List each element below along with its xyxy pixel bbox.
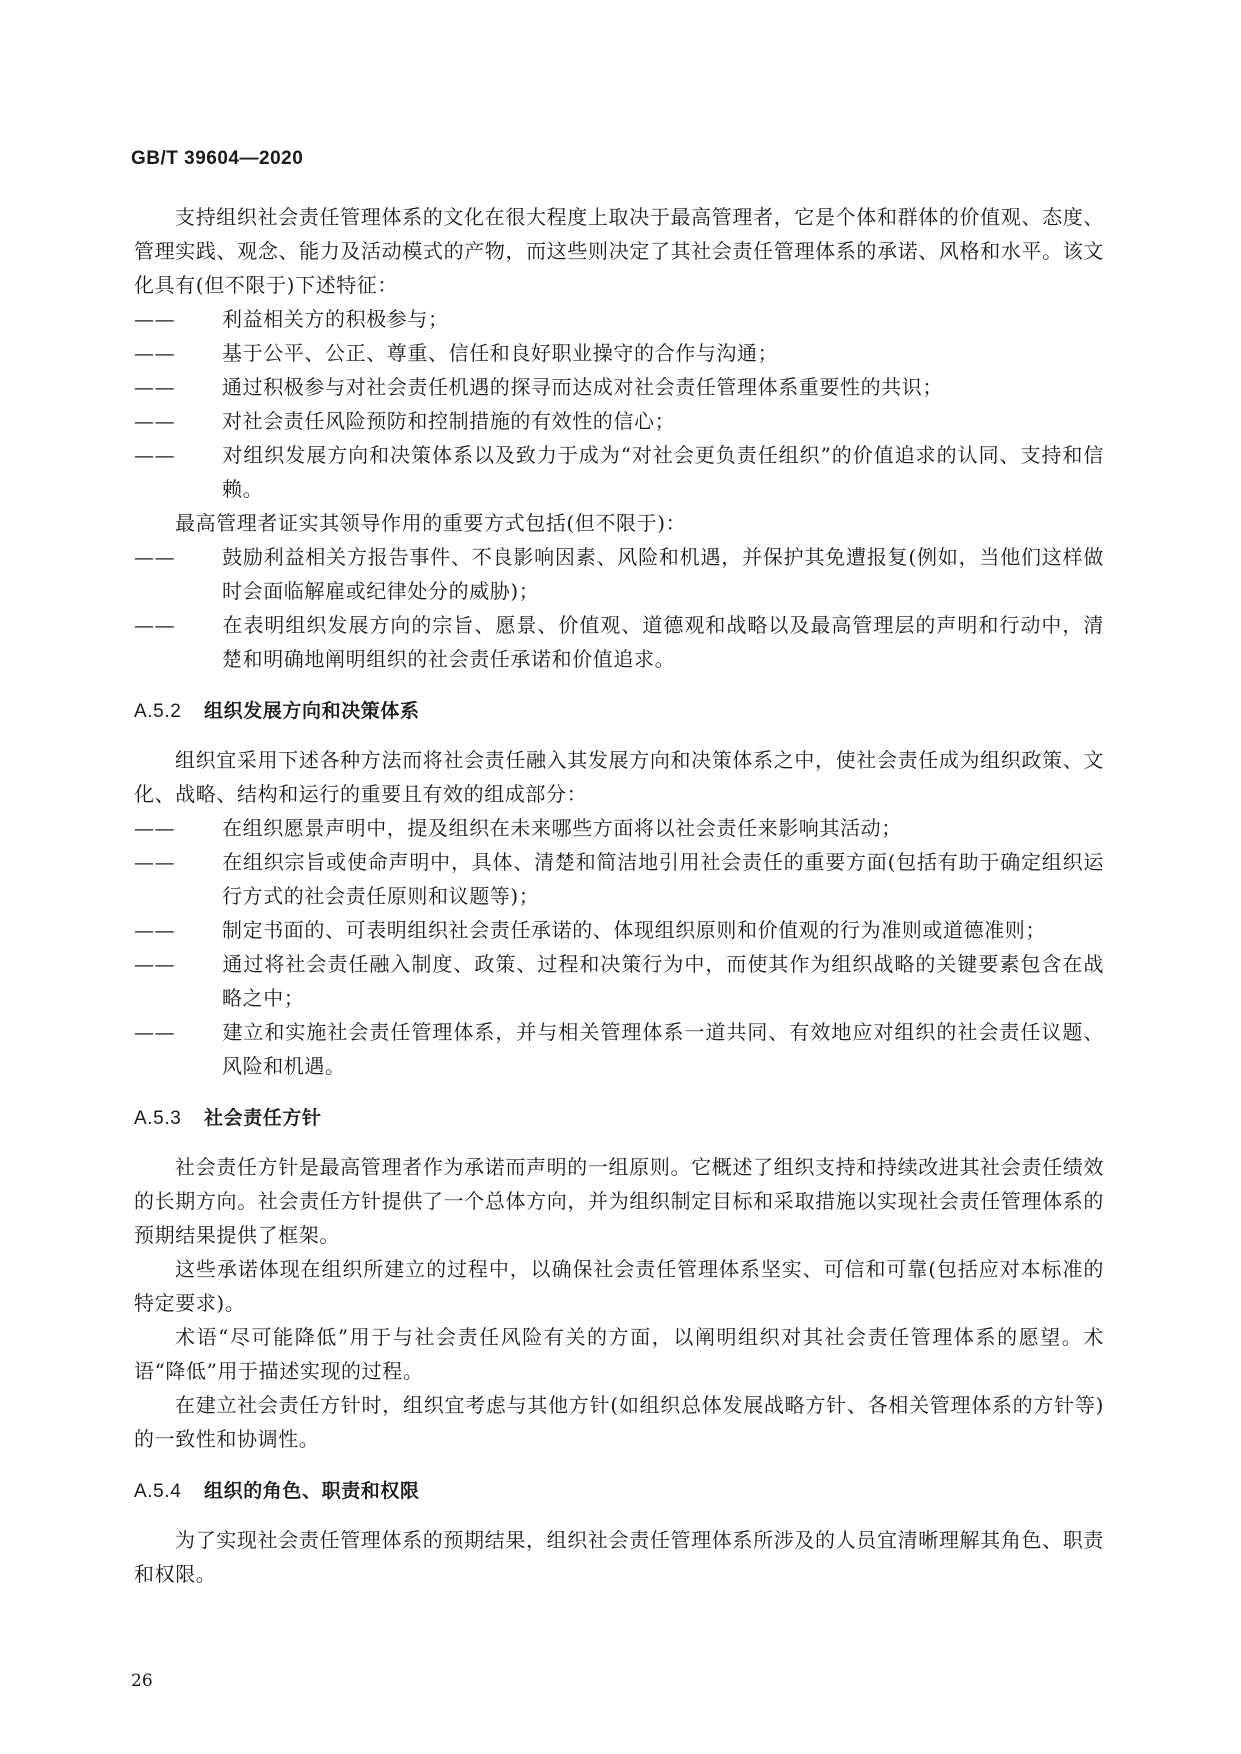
list-item-text: 建立和实施社会责任管理体系，并与相关管理体系一道共同、有效地应对组织的社会责任议题、风险和机遇。 (222, 1020, 1104, 1078)
list-marker: —— (134, 850, 176, 874)
list-item-text: 对组织发展方向和决策体系以及致力于成为“对社会更负责任组织”的价值追求的认同、支持和信赖。 (222, 443, 1104, 501)
page-number: 26 (131, 1671, 153, 1691)
section-paragraph: 术语“尽可能降低”用于与社会责任风险有关的方面，以阐明组织对其社会责任管理体系的愿望。术语“降低”用于描述实现的过程。 (134, 1325, 1104, 1383)
list-item-text: 鼓励利益相关方报告事件、不良影响因素、风险和机遇，并保护其免遭报复(例如，当他们这样做时会面临解雇或纪律处分的威胁)； (222, 545, 1104, 603)
list-item-text: 利益相关方的积极参与； (222, 307, 449, 331)
list-item-text: 对社会责任风险预防和控制措施的有效性的信心； (222, 409, 676, 433)
list-item (134, 370, 1104, 404)
list-marker: —— (134, 409, 176, 433)
list-item (134, 336, 1104, 370)
list-item-text: 通过积极参与对社会责任机遇的探寻而达成对社会责任管理体系重要性的共识； (222, 375, 943, 399)
section-paragraph: 社会责任方针是最高管理者作为承诺而声明的一组原则。它概述了组织支持和持续改进其社会责任绩效的长期方向。社会责任方针提供了一个总体方向，并为组织制定目标和采取措施以实现社会责任管理体系的预期结果提供了框架。 (134, 1155, 1104, 1247)
leadership-paragraph: 最高管理者证实其领导作用的重要方式包括(但不限于)： (175, 511, 687, 535)
section-title: 组织发展方向和决策体系 (204, 700, 420, 722)
list-marker: —— (134, 443, 176, 467)
section-heading-a54 (134, 1474, 1104, 1509)
section-paragraph: 这些承诺体现在组织所建立的过程中，以确保社会责任管理体系坚实、可信和可靠(包括应对本标准的特定要求)。 (134, 1257, 1104, 1315)
list-marker: —— (134, 1020, 176, 1044)
section-paragraph: 为了实现社会责任管理体系的预期结果，组织社会责任管理体系所涉及的人员宜清晰理解其角色、职责和权限。 (134, 1528, 1104, 1586)
list-item-text: 通过将社会责任融入制度、政策、过程和决策行为中，而使其作为组织战略的关键要素包含在战略之中； (222, 952, 1104, 1010)
list-marker: —— (134, 341, 176, 365)
list-item-text: 在组织愿景声明中，提及组织在未来哪些方面将以社会责任来影响其活动； (222, 816, 902, 840)
section-title: 组织的角色、职责和权限 (204, 1480, 420, 1502)
section-title: 社会责任方针 (204, 1107, 322, 1129)
list-item (134, 540, 1104, 608)
list-item-text: 制定书面的、可表明组织社会责任承诺的、体现组织原则和价值观的行为准则或道德准则； (222, 918, 1046, 942)
list-item (134, 438, 1104, 506)
page-body (134, 200, 1104, 1591)
list-item (134, 608, 1104, 676)
list-marker: —— (134, 613, 176, 637)
list-item (134, 1015, 1104, 1083)
section-paragraph: 组织宜采用下述各种方法而将社会责任融入其发展方向和决策体系之中，使社会责任成为组织政策、文化、战略、结构和运行的重要且有效的组成部分： (134, 748, 1104, 806)
section-heading-a52 (134, 694, 1104, 729)
list-marker: —— (134, 375, 176, 399)
list-marker: —— (134, 816, 176, 840)
section-heading-a53 (134, 1101, 1104, 1136)
list-item-text: 基于公平、公正、尊重、信任和良好职业操守的合作与沟通； (222, 341, 779, 365)
section-number: A.5.2 (134, 701, 182, 722)
list-marker: —— (134, 952, 176, 976)
intro-paragraph: 支持组织社会责任管理体系的文化在很大程度上取决于最高管理者，它是个体和群体的价值观、态度、管理实践、观念、能力及活动模式的产物，而这些则决定了其社会责任管理体系的承诺、风格和水平。该文化具有(但不限于)下述特征： (134, 205, 1104, 297)
list-item (134, 947, 1104, 1015)
list-item (134, 404, 1104, 438)
standard-code: GB/T 39604—2020 (131, 148, 304, 169)
section-paragraph: 在建立社会责任方针时，组织宜考虑与其他方针(如组织总体发展战略方针、各相关管理体系的方针等)的一致性和协调性。 (134, 1393, 1104, 1451)
list-marker: —— (134, 307, 176, 331)
list-item (134, 845, 1104, 913)
section-number: A.5.3 (134, 1108, 182, 1129)
list-item (134, 302, 1104, 336)
list-item-text: 在组织宗旨或使命声明中，具体、清楚和简洁地引用社会责任的重要方面(包括有助于确定组织运行方式的社会责任原则和议题等)； (222, 850, 1104, 908)
list-marker: —— (134, 918, 176, 942)
section-number: A.5.4 (134, 1481, 182, 1502)
list-item (134, 811, 1104, 845)
list-item (134, 913, 1104, 947)
list-marker: —— (134, 545, 176, 569)
list-item-text: 在表明组织发展方向的宗旨、愿景、价值观、道德观和战略以及最高管理层的声明和行动中，清楚和明确地阐明组织的社会责任承诺和价值追求。 (222, 613, 1104, 671)
